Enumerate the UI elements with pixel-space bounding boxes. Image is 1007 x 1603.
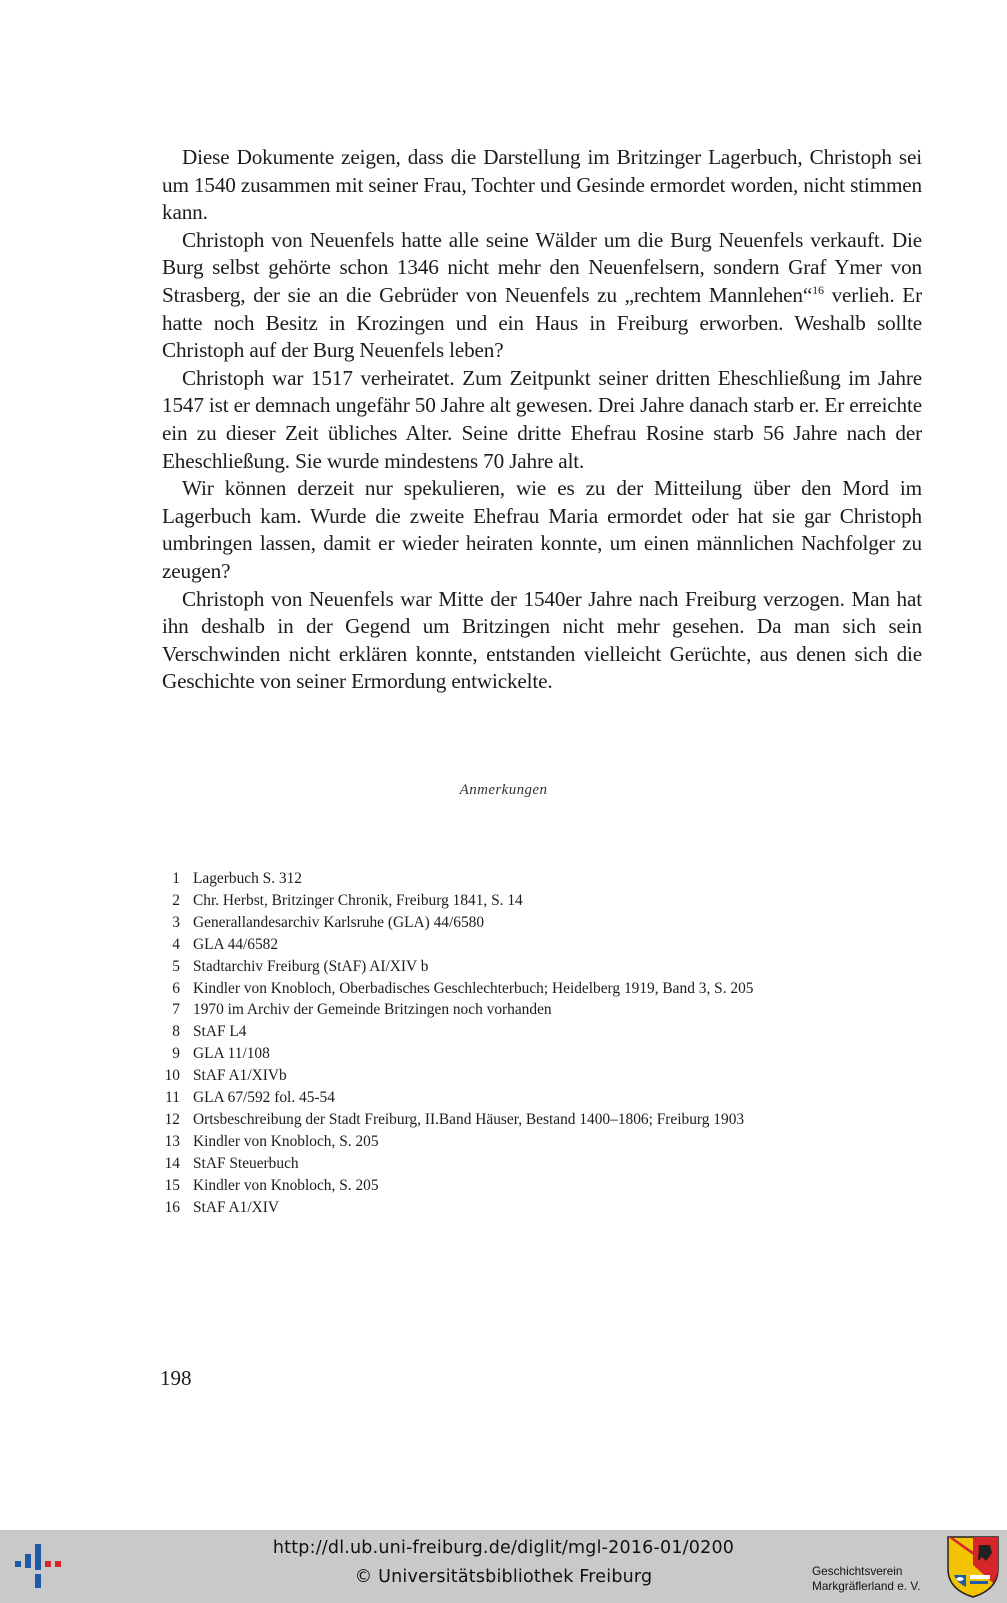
footnote-reference: 16 [812, 282, 824, 297]
note-number: 16 [164, 1198, 180, 1216]
note-number: 4 [172, 935, 180, 953]
note-item [160, 1087, 920, 1109]
note-item [160, 1043, 920, 1065]
note-number: 9 [172, 1045, 180, 1063]
note-text: GLA 11/108 [193, 1045, 270, 1063]
note-item [160, 934, 920, 956]
note-number: 1 [172, 870, 180, 887]
body-text [162, 144, 922, 696]
note-number: 2 [172, 891, 180, 909]
paragraph [162, 227, 922, 365]
note-item [160, 1175, 920, 1197]
note-item [160, 1109, 920, 1131]
note-text: StAF A1/XIV [193, 1198, 279, 1216]
note-item [160, 912, 920, 934]
note-item [160, 1153, 920, 1175]
note-item [160, 956, 920, 978]
note-text: StAF Steuerbuch [193, 1154, 299, 1172]
note-item [160, 1197, 920, 1219]
note-item [160, 890, 920, 912]
note-number: 7 [172, 1001, 180, 1019]
note-text: Kindler von Knobloch, Oberbadisches Geschlechterbuch; Heidelberg 1919, Band 3, S. 205 [193, 979, 754, 997]
note-text: Generallandesarchiv Karlsruhe (GLA) 44/6580 [193, 913, 485, 931]
society-name [812, 1564, 920, 1594]
note-item [160, 1065, 920, 1087]
note-item [160, 999, 920, 1021]
note-number: 15 [164, 1176, 180, 1194]
paragraph: Diese Dokumente zeigen, dass die Darstellung im Britzinger Lagerbuch, Christoph sei um 1540 zusammen mit seiner Frau, Tochter und Gesinde ermordet worden, nicht stimmen kann. [162, 145, 922, 225]
footer-copyright: © Universitätsbibliothek Freiburg [354, 1567, 653, 1587]
paragraph: Wir können derzeit nur spekulieren, wie es zu der Mitteilung über den Mord im Lagerbuch kam. Wurde die zweite Ehefrau Maria ermordet oder hat sie gar Christoph umbringen lassen, damit er wieder heiraten konnte, um einen männlichen Nachfolger zu zeugen? [162, 476, 922, 583]
coat-of-arms-icon [946, 1535, 1000, 1599]
page-number: 198 [160, 1366, 192, 1390]
note-number: 5 [172, 957, 180, 975]
note-text: 1970 im Archiv der Gemeinde Britzingen noch vorhanden [193, 1001, 552, 1019]
footer-url-link[interactable]: http://dl.ub.uni-freiburg.de/diglit/mgl-2016-01/0200 [272, 1538, 735, 1558]
note-text: Ortsbeschreibung der Stadt Freiburg, II.Band Häuser, Bestand 1400–1806; Freiburg 1903 [193, 1110, 745, 1128]
note-text: Kindler von Knobloch, S. 205 [193, 1132, 379, 1150]
note-number: 11 [165, 1089, 180, 1107]
paragraph: Christoph war 1517 verheiratet. Zum Zeitpunkt seiner dritten Eheschließung im Jahre 1547 ist er demnach ungefähr 50 Jahre alt gewesen. Drei Jahre danach starb er. Er erreichte ein zu dieser Zeit übliches Alter. Seine dritte Ehefrau Rosine starb 56 Jahre nach der Eheschließung. Sie wurde mindestens 70 Jahre alt. [162, 365, 922, 473]
note-number: 14 [164, 1154, 180, 1172]
society-line: Markgräflerland e. V. [812, 1579, 921, 1593]
note-text: Chr. Herbst, Britzinger Chronik, Freiburg 1841, S. 14 [193, 891, 523, 909]
note-text: StAF L4 [193, 1023, 247, 1041]
note-text: Stadtarchiv Freiburg (StAF) AI/XIV b [193, 957, 429, 975]
society-line: Geschichtsverein [812, 1564, 903, 1578]
note-number: 8 [172, 1023, 180, 1041]
note-text: GLA 67/592 fol. 45-54 [193, 1089, 335, 1107]
note-item [160, 978, 920, 1000]
paragraph: Christoph von Neuenfels war Mitte der 1540er Jahre nach Freiburg verzogen. Man hat ihn deshalb in der Gegend um Britzingen nicht mehr gesehen. Da man sich sein Verschwinden nicht erklären konnte, entstanden vielleicht Gerüchte, aus denen sich die Geschichte von seiner Ermordung entwickelte. [162, 586, 922, 694]
note-number: 13 [164, 1132, 180, 1150]
note-number: 3 [172, 913, 180, 931]
note-text: StAF A1/XIVb [193, 1067, 287, 1085]
notes-heading: Anmerkungen [459, 782, 548, 798]
note-text: Lagerbuch S. 312 [193, 870, 302, 887]
note-item [160, 1021, 920, 1043]
footer-bar [0, 1530, 1007, 1603]
paragraph-text: verlieh. Er hatte noch Besitz in Krozingen und ein Haus in Freiburg erworben. Weshalb sollte Christoph auf der Burg Neuenfels leben? [162, 282, 922, 363]
note-text: Kindler von Knobloch, S. 205 [193, 1176, 379, 1194]
paragraph-text: Christoph von Neuenfels hatte alle seine Wälder um die Burg Neuenfels verkauft. Die Burg selbst gehörte schon 1346 nicht mehr den Neuenfelsern, sondern Graf Ymer von Strasberg, der sie an die Gebrüder von Neuenfels zu „rechtem Mannlehen“ [162, 227, 922, 307]
notes-list [160, 868, 920, 1219]
note-number: 12 [164, 1110, 180, 1128]
note-item [160, 868, 920, 890]
note-number: 6 [172, 979, 180, 997]
note-number: 10 [164, 1067, 180, 1085]
note-item [160, 1131, 920, 1153]
note-text: GLA 44/6582 [193, 935, 279, 953]
